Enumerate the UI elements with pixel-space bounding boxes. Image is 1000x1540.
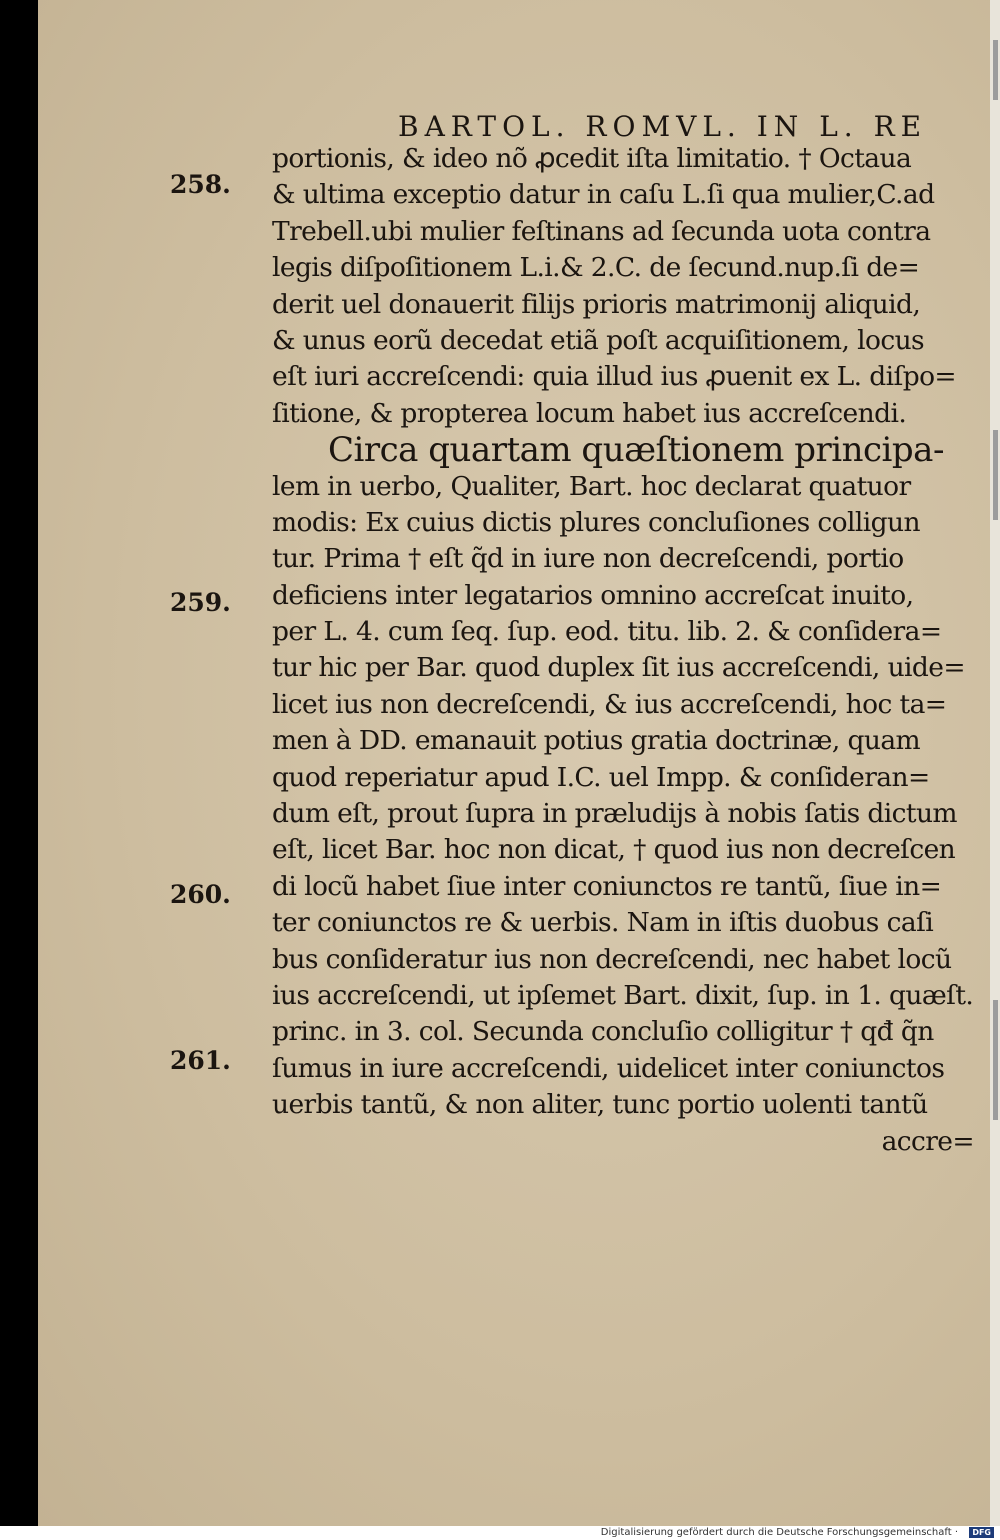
text-line: di locũ habet ſiue inter coniunctos re tantũ, ſiue in=: [272, 870, 942, 902]
body-text: [272, 141, 984, 1160]
text-line: men à DD. emanauit potius gratia doctrinæ, quam: [272, 725, 921, 757]
text-line: Trebell.ubi mulier feſtinans ad ſecunda uota contra: [272, 215, 931, 247]
text-line: uerbis tantũ, & non aliter, tunc portio uolenti tantũ: [272, 1089, 928, 1121]
text-line: tur hic per Bar. quod duplex ſit ius accreſcendi, uide=: [272, 652, 965, 684]
catchword: accre=: [881, 1125, 974, 1157]
text-line: portionis, & ideo nõ ꝓcedit iſta limitatio. † Octaua: [272, 143, 912, 174]
text-line: ſumus in iure accreſcendi, uidelicet inter coniunctos: [272, 1052, 945, 1084]
margin-number: 259.: [170, 588, 231, 617]
text-line: per L. 4. cum ſeq. ſup. eod. titu. lib. 2. & conſidera=: [272, 616, 942, 648]
scan-edge-mark: [993, 40, 998, 100]
text-line: bus conſideratur ius non decreſcendi, nec habet locũ: [272, 943, 952, 975]
text-line: & unus eorũ decedat etiã poſt acquiſitionem, locus: [272, 324, 925, 356]
text-line: modis: Ex cuius dictis plures concluſiones colligun: [272, 506, 920, 538]
text-line: ius accreſcendi, ut ipſemet Bart. dixit, ſup. in 1. quæſt.: [272, 979, 974, 1011]
text-line: licet ius non decreſcendi, & ius accreſcendi, hoc ta=: [272, 688, 947, 720]
margin-number: 261.: [170, 1046, 231, 1075]
text-line-initial: Circa quartam quæſtionem principa-: [328, 432, 944, 469]
text-line: eſt, licet Bar. hoc non dicat, † quod ius non decreſcen: [272, 834, 956, 866]
text-line: tur. Prima † eſt q̃d in iure non decreſcendi, portio: [272, 543, 904, 575]
dfg-logo: DFG: [969, 1527, 994, 1538]
scan-edge-mark: [993, 430, 998, 520]
text-line: dum eſt, prout ſupra in præludijs à nobis ſatis dictum: [272, 798, 957, 830]
margin-number: 260.: [170, 880, 231, 909]
running-head: BARTOL. ROMVL. IN L. RE: [398, 110, 928, 143]
text-line: quod reperiatur apud I.C. uel Impp. & conſideran=: [272, 761, 930, 793]
text-line: deficiens inter legatarios omnino accreſcat inuito,: [272, 579, 914, 611]
scan-edge-mark: [993, 1000, 998, 1120]
digitization-footer: [0, 1526, 1000, 1540]
text-line: ſitione, & propterea locum habet ius accreſcendi.: [272, 397, 907, 429]
text-line: legis diſpoſitionem L.i.& 2.C. de ſecund.nup.ſi de=: [272, 252, 920, 284]
footer-credit: Digitalisierung gefördert durch die Deutsche Forschungsgemeinschaft ·: [600, 1527, 958, 1538]
text-line: derit uel donauerit filijs prioris matrimonij aliquid,: [272, 288, 921, 320]
text-line: lem in uerbo, Qualiter, Bart. hoc declarat quatuor: [272, 470, 911, 502]
scan-edge: [990, 0, 1000, 1526]
text-line: princ. in 3. col. Secunda concluſio colligitur † qđ q̃n: [272, 1016, 934, 1048]
text-line: & ultima exceptio datur in caſu L.ſi qua mulier,C.ad: [272, 179, 935, 211]
text-line: ter coniunctos re & uerbis. Nam in iſtis duobus caſi: [272, 907, 934, 939]
text-line: eſt iuri accreſcendi: quia illud ius ꝓuenit ex L. diſpo=: [272, 361, 957, 393]
margin-number: 258.: [170, 170, 231, 199]
